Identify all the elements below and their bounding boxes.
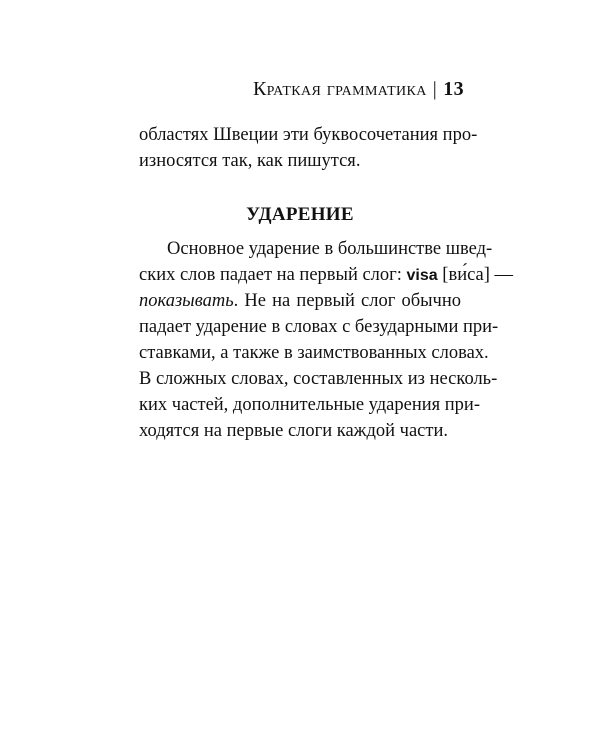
paragraph-line: ких частей, дополнительные ударения при-	[139, 395, 480, 415]
paragraph-line	[139, 288, 461, 314]
running-head-separator: |	[432, 78, 438, 100]
running-head	[253, 78, 464, 101]
paragraph-line: В сложных словах, составленных из несколь-	[139, 369, 498, 389]
intro-line: областях Швеции эти буквосочетания про-	[139, 125, 478, 145]
paragraph-line	[139, 262, 514, 288]
paragraph-line: падает ударение в словах с безударными при-	[139, 317, 499, 337]
intro-line: износятся так, как пишутся.	[139, 151, 361, 171]
line-text: . Не на первый слог обычно	[233, 291, 461, 311]
page-number: 13	[443, 78, 464, 100]
paragraph-line: Основное ударение в большинстве швед-	[167, 239, 493, 259]
paragraph-line: ходятся на первые слоги каждой части.	[139, 421, 448, 441]
stress-paragraph	[139, 236, 514, 444]
section-heading: УДАРЕНИЕ	[246, 204, 354, 225]
paragraph-line: ставками, а также в заимствованных словах.	[139, 343, 489, 363]
intro-paragraph	[139, 122, 478, 174]
swedish-term: visa	[406, 267, 438, 284]
running-head-title: Краткая грамматика	[252, 78, 427, 100]
transcription: [ви́са] —	[437, 265, 514, 285]
translation: показывать	[139, 291, 234, 311]
line-text: ских слов падает на первый слог:	[139, 265, 407, 285]
